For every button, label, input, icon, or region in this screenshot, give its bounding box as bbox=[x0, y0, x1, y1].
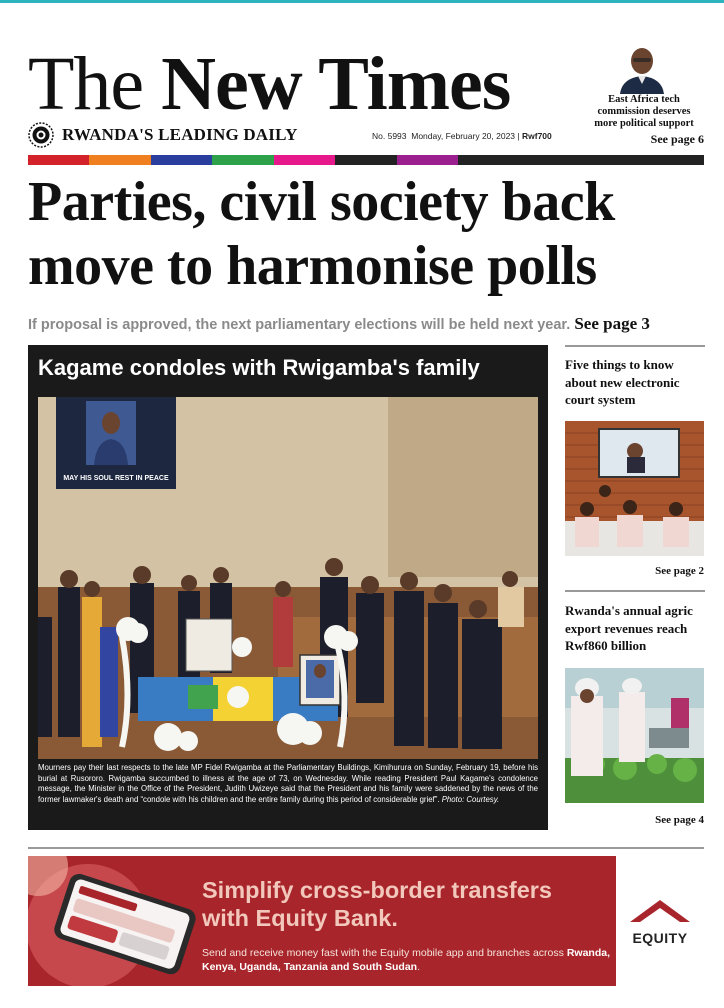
sidebar-story-1-photo[interactable] bbox=[565, 421, 704, 556]
main-story-title[interactable]: Kagame condoles with Rwigamba's family bbox=[38, 355, 480, 380]
tagline: RWANDA'S LEADING DAILY bbox=[62, 125, 298, 144]
mourners-scene-illustration bbox=[38, 397, 538, 759]
main-story-box[interactable] bbox=[28, 345, 548, 830]
color-bar-segment bbox=[581, 155, 642, 165]
sidebar-story-2-title[interactable]: Rwanda's annual agric export revenues reach Rwf860 billion bbox=[565, 603, 693, 653]
color-bar bbox=[28, 155, 704, 165]
color-bar-segment bbox=[28, 155, 89, 165]
masthead-title-light: The bbox=[28, 42, 144, 126]
sidebar-rule-2 bbox=[565, 590, 705, 592]
tagline-row bbox=[28, 122, 298, 148]
ad-rule bbox=[28, 847, 704, 849]
ad-body-text: Send and receive money fast with the Equity mobile app and branches across bbox=[202, 947, 564, 959]
color-bar-segment bbox=[212, 155, 273, 165]
teaser-portrait-photo[interactable] bbox=[614, 40, 670, 94]
agric-workers-illustration bbox=[565, 668, 704, 803]
masthead-title-bold: New Times bbox=[161, 42, 511, 126]
equity-bank-ad[interactable] bbox=[28, 856, 704, 986]
color-bar-segment bbox=[89, 155, 150, 165]
caption-text: Mourners pay their last respects to the late MP Fidel Rwigamba at the Parliamentary Buildings, Kimihurura on Sunday, February 19, before his burial at Rusororo. Rwigamba succumbed to illness at the age of 73, on Wednesday. While reading President Paul Kagame's condolence message, the Minister in the Office of the President, Judith Uwizeye said that the President and his family were saddened by the news of the former lawmaker's death and “condole with his children and the entire family during this period of considerable grief”. bbox=[38, 763, 538, 804]
main-story-photo[interactable] bbox=[38, 397, 538, 759]
main-story-caption bbox=[38, 763, 538, 805]
color-bar-segment bbox=[151, 155, 212, 165]
sidebar-story-1-title[interactable]: Five things to know about new electronic court system bbox=[565, 357, 680, 407]
sidebar-rule-1 bbox=[565, 345, 705, 347]
phone-illustration bbox=[28, 856, 198, 986]
equity-roof-icon bbox=[616, 856, 704, 926]
color-bar-segment bbox=[458, 155, 519, 165]
screen-caption: MAY HIS SOUL REST IN PEACE bbox=[63, 475, 169, 482]
masthead-title[interactable] bbox=[28, 44, 510, 124]
issue-number: No. 5993 bbox=[372, 131, 407, 141]
sidebar-story-1-see-page[interactable]: See page 2 bbox=[655, 565, 704, 577]
color-bar-segment bbox=[397, 155, 458, 165]
ad-body bbox=[202, 946, 622, 974]
issue-sep: | bbox=[517, 131, 520, 141]
sidebar-story-2-see-page[interactable]: See page 4 bbox=[655, 814, 704, 826]
color-bar-segment bbox=[520, 155, 581, 165]
issue-price: Rwf700 bbox=[522, 131, 552, 141]
color-bar-segment bbox=[643, 155, 704, 165]
color-bar-segment bbox=[274, 155, 335, 165]
lead-headline[interactable]: Parties, civil society back move to harmonise polls bbox=[28, 171, 615, 297]
lead-standfirst-text: If proposal is approved, the next parliamentary elections will be held next year. bbox=[28, 317, 571, 333]
ad-body-countries: Rwanda, Kenya, Uganda, Tanzania and South Sudan bbox=[202, 947, 610, 973]
ad-body-suffix: . bbox=[417, 961, 421, 973]
ad-headline[interactable] bbox=[202, 876, 552, 932]
ad-headline-line2: with Equity Bank. bbox=[202, 905, 398, 931]
issue-line bbox=[372, 131, 552, 141]
equity-logo-text: EQUITY bbox=[632, 930, 688, 946]
lead-see-page[interactable]: See page 3 bbox=[574, 314, 650, 333]
equity-logo-box[interactable] bbox=[616, 856, 704, 986]
teaser-text[interactable]: East Africa tech commission deserves more political support bbox=[594, 94, 694, 129]
top-accent-rule bbox=[0, 0, 724, 3]
courtroom-illustration bbox=[565, 421, 704, 556]
teaser-see-page[interactable]: See page 6 bbox=[650, 132, 704, 146]
ad-headline-line1: Simplify cross-border transfers bbox=[202, 877, 552, 903]
issue-date: Monday, February 20, 2023 bbox=[411, 131, 516, 141]
color-bar-segment bbox=[335, 155, 396, 165]
photo-credit: Photo: Courtesy. bbox=[441, 794, 500, 804]
sunburst-logo-icon bbox=[28, 122, 54, 148]
sidebar-story-2-photo[interactable] bbox=[565, 668, 704, 803]
lead-standfirst bbox=[28, 314, 718, 334]
